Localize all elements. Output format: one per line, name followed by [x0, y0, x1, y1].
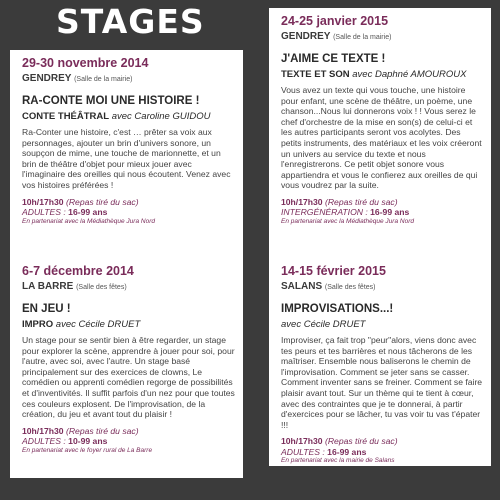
stage-author-name: avec Daphné AMOUROUX: [352, 69, 467, 80]
stage-place-name: GENDREY: [281, 31, 331, 42]
stage-author-name: avec Caroline GUIDOU: [111, 111, 211, 122]
stage-description: Un stage pour se sentir bien à être regarder, un stage pour explorer la scène, apprendre à jouer pour soi, pour l'autre, avec soi, avec l'autre. Un stage basé principalement sur des exercices de clowns, Le comédien ou apprenti comédien regorge de possibilités et d'inventivités. Il suffit parfois d'un nez pour que toutes ces couleurs explosent. De l'improvisation, de la création, du jeu et avant tout du plaisir !: [22, 335, 235, 420]
stage-card-4: [269, 258, 491, 466]
stage-card-3: [10, 258, 243, 478]
stage-place: [281, 30, 483, 44]
stage-title: RA-CONTE MOI UNE HISTOIRE !: [22, 95, 200, 107]
stage-partner: En partenariat avec la mairie de Salans: [281, 457, 395, 465]
stage-partner: En partenariat avec la Médiathèque Jura Nord: [281, 217, 414, 225]
stage-audience: ADULTES :: [22, 207, 66, 218]
stage-meal: (Repas tiré du sac): [65, 196, 139, 207]
stage-place-sub: (Salle de la mairie): [333, 34, 392, 41]
stage-place-name: SALANS: [281, 281, 323, 292]
stage-author: [281, 319, 483, 331]
stage-dates: 24-25 janvier 2015: [281, 14, 389, 28]
stage-ages: 16-99 ans: [370, 207, 410, 218]
stage-audience: INTERGÉNÉRATION :: [281, 207, 368, 218]
stage-description: Vous avez un texte qui vous touche, une histoire pour enfant, une scène de théâtre, un poème, une chanson...Nous lui donnerons voix ! ! Vous serez le chef d'orchestre de la mise en son(s) de celui-ci et les autres participants seront vos acolytes. Des petits instruments, des matériaux et les voix créeront un univers au service du texte et nous l'enregistrerons. Ce petit objet sonore vous appartiendra et vous le confierez aux oreilles de qui vous voudrez par la suite.: [281, 85, 482, 191]
stage-place-sub: (Salle de la mairie): [74, 76, 133, 83]
stage-info: [22, 197, 235, 226]
stage-place-name: LA BARRE: [22, 281, 74, 292]
stage-title: J'AIME CE TEXTE !: [281, 53, 386, 65]
stage-title: IMPROVISATIONS...!: [281, 303, 394, 315]
stage-meal: (Repas tiré du sac): [65, 425, 139, 436]
stage-audience: ADULTES :: [22, 436, 66, 447]
stage-author-prefix: TEXTE ET SON: [281, 69, 350, 80]
stage-description: Improviser, ça fait trop "peur"alors, viens donc avec tes peurs et tes barrières et nous tâcherons de les maîtriser. Ensemble nous baliserons le chemin de l'improvisation. Comment se jeter sans se casser. Comment inventer sans se freiner. Comment se faire plaisir avant tout. Sur un thème qui te tient à cœur, avec des contraintes que je te donnerai, à partir d'exercices pour se lâcher, tu vas voir tu vas t'épater !!!: [281, 335, 483, 430]
stage-author-prefix: CONTE THÉÂTRAL: [22, 111, 110, 122]
stage-place: [281, 280, 483, 294]
stage-description: Ra-Conter une histoire, c'est … prêter sa voix aux personnages, ajouter un brin d'univers sonore, un soupçon de mime, une touche de marionnette, et un brin de théâtre d'objet pour mieux jouer avec l'imaginaire des oreilles qui nous écoutent. Venez avec vos histoires préférées !: [22, 127, 231, 190]
stage-author-name: avec Cécile DRUET: [55, 319, 141, 330]
stage-time: 10h/17h30: [22, 425, 64, 436]
stage-time: 10h/17h30: [281, 196, 323, 207]
page-title: STAGES: [56, 2, 205, 41]
stage-dates: 6-7 décembre 2014: [22, 264, 134, 278]
stage-card-2: [269, 8, 491, 258]
stage-place-sub: (Salle des fêtes): [76, 284, 127, 291]
stage-place-sub: (Salle des fêtes): [324, 284, 376, 291]
stage-meal: (Repas tiré du sac): [324, 436, 398, 447]
stage-dates: 14-15 février 2015: [281, 264, 386, 278]
stage-author-prefix: IMPRO: [22, 319, 54, 330]
stage-dates: 29-30 novembre 2014: [22, 56, 149, 70]
stage-ages: 10-99 ans: [68, 436, 108, 447]
stage-ages: 16-99 ans: [68, 207, 108, 218]
stage-author-name: avec Cécile DRUET: [281, 319, 366, 330]
stage-author: [22, 319, 235, 331]
stage-title: EN JEU !: [22, 303, 71, 315]
stage-partner: En partenariat avec le foyer rural de La Barre: [22, 446, 153, 454]
stage-info: [281, 197, 483, 226]
stage-time: 10h/17h30: [22, 196, 64, 207]
stage-info: [281, 436, 483, 465]
stage-author: [281, 69, 483, 81]
stage-author: [22, 111, 235, 123]
stage-place: [22, 72, 235, 86]
stage-ages: 16-99 ans: [327, 446, 367, 457]
stage-partner: En partenariat avec la Médiathèque Jura Nord: [22, 217, 155, 225]
stage-time: 10h/17h30: [281, 436, 323, 447]
stage-info: [22, 426, 235, 455]
stage-meal: (Repas tiré du sac): [324, 196, 398, 207]
stage-audience: ADULTES :: [281, 446, 325, 457]
stage-place: [22, 280, 235, 294]
stage-place-name: GENDREY: [22, 73, 72, 84]
stage-card-1: [10, 50, 243, 258]
